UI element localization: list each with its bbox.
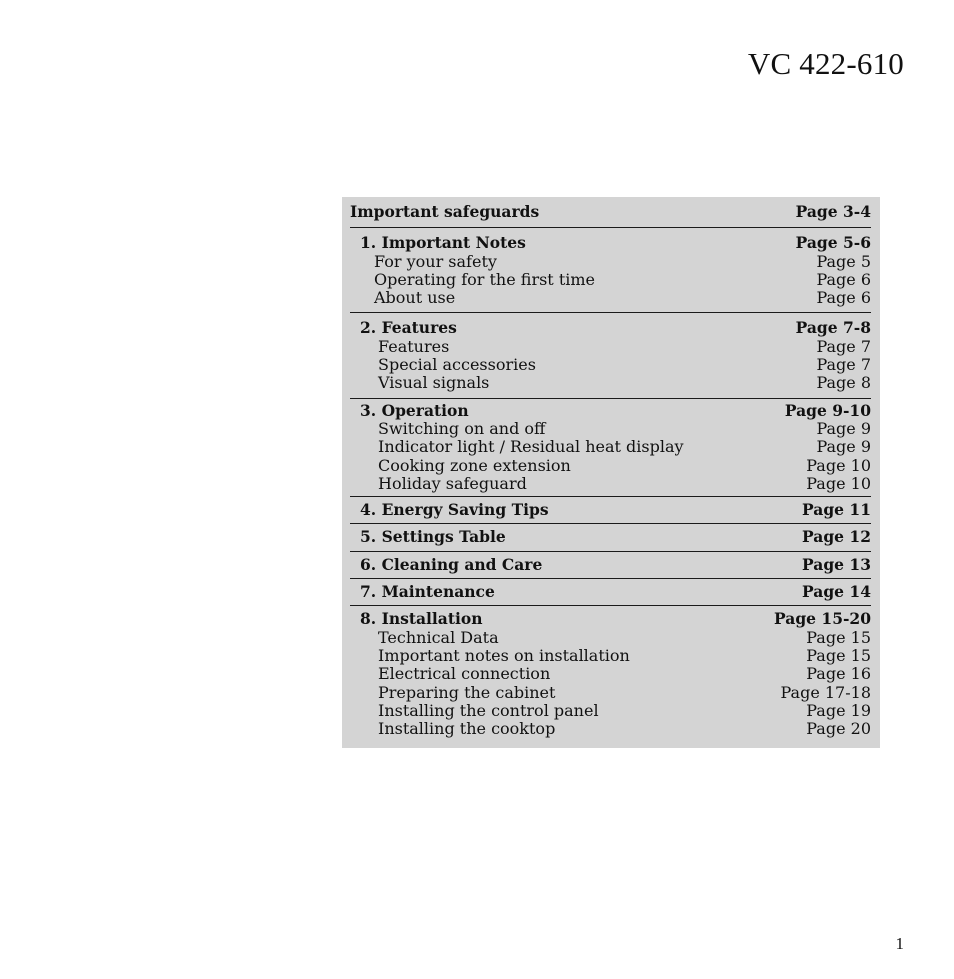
toc-label: About use [374, 288, 456, 308]
toc-page: Page 19 [806, 700, 871, 720]
toc-label: Installing the control panel [378, 700, 599, 720]
table-of-contents [342, 197, 880, 748]
toc-label: Holiday safeguard [378, 473, 527, 493]
toc-page: Page 8 [816, 373, 871, 393]
toc-page: Page 9 [816, 437, 871, 457]
toc-section-heading [350, 610, 871, 628]
toc-item [350, 702, 871, 720]
toc-section-installation [350, 605, 871, 742]
toc-label: Visual signals [378, 373, 490, 393]
toc-page: Page 17-18 [780, 682, 871, 702]
toc-section-heading [350, 501, 871, 519]
toc-label: 1. Important Notes [360, 233, 526, 253]
toc-item [350, 374, 871, 392]
toc-label: Special accessories [378, 355, 536, 375]
toc-section-heading [350, 319, 871, 337]
toc-label: 5. Settings Table [360, 527, 506, 547]
toc-page: Page 6 [816, 269, 871, 289]
toc-label: 6. Cleaning and Care [360, 554, 543, 574]
toc-item [350, 253, 871, 271]
toc-section-settings-table [350, 523, 871, 550]
toc-section-features [350, 312, 871, 397]
toc-item [350, 475, 871, 493]
toc-section-heading [350, 528, 871, 546]
toc-page: Page 7 [816, 336, 871, 356]
toc-label: 3. Operation [360, 400, 469, 420]
toc-label: Switching on and off [378, 418, 546, 438]
toc-section-important-notes [350, 227, 871, 312]
toc-row-safeguards [350, 203, 871, 227]
toc-page: Page 14 [802, 582, 871, 602]
toc-label: Important notes on installation [378, 645, 630, 665]
toc-label: Technical Data [378, 627, 499, 647]
toc-item [350, 289, 871, 307]
toc-page: Page 6 [816, 288, 871, 308]
toc-label: Features [378, 336, 450, 356]
toc-section-maintenance [350, 578, 871, 605]
toc-page: Page 15-20 [774, 609, 871, 629]
toc-label: For your safety [374, 251, 497, 271]
toc-label: Preparing the cabinet [378, 682, 556, 702]
toc-page: Page 9-10 [784, 400, 871, 420]
toc-section-heading [350, 583, 871, 601]
toc-label: Indicator light / Residual heat display [378, 437, 684, 457]
toc-label: Electrical connection [378, 664, 551, 684]
toc-label: Cooking zone extension [378, 455, 571, 475]
toc-item [350, 684, 871, 702]
model-title: VC 422-610 [747, 46, 904, 81]
toc-item [350, 720, 871, 738]
toc-page: Page 5-6 [795, 233, 871, 253]
toc-page: Page 3-4 [795, 202, 871, 221]
toc-label: 4. Energy Saving Tips [360, 500, 549, 520]
toc-page: Page 7-8 [795, 318, 871, 338]
toc-item [350, 665, 871, 683]
toc-section-heading [350, 402, 871, 420]
toc-item [350, 438, 871, 456]
toc-item [350, 356, 871, 374]
toc-label: Operating for the first time [374, 269, 596, 289]
toc-item [350, 629, 871, 647]
toc-page: Page 20 [806, 719, 871, 739]
toc-page: Page 13 [802, 554, 871, 574]
toc-item [350, 420, 871, 438]
toc-label: Installing the cooktop [378, 719, 556, 739]
toc-page: Page 9 [816, 418, 871, 438]
page-number: 1 [895, 934, 904, 953]
toc-page: Page 15 [806, 645, 871, 665]
toc-page: Page 11 [802, 500, 871, 520]
toc-label: Important safeguards [350, 202, 540, 221]
toc-label: 8. Installation [360, 609, 483, 629]
toc-page: Page 15 [806, 627, 871, 647]
toc-item [350, 338, 871, 356]
toc-section-heading [350, 234, 871, 252]
toc-section-heading [350, 556, 871, 574]
toc-section-energy-saving [350, 496, 871, 523]
toc-section-cleaning [350, 551, 871, 578]
toc-page: Page 10 [806, 455, 871, 475]
toc-page: Page 16 [806, 664, 871, 684]
toc-page: Page 7 [816, 355, 871, 375]
toc-page: Page 12 [802, 527, 871, 547]
toc-page: Page 5 [816, 251, 871, 271]
toc-item [350, 271, 871, 289]
toc-label: 2. Features [360, 318, 457, 338]
toc-section-operation [350, 398, 871, 496]
toc-item [350, 457, 871, 475]
toc-item [350, 647, 871, 665]
toc-label: 7. Maintenance [360, 582, 495, 602]
toc-page: Page 10 [806, 473, 871, 493]
